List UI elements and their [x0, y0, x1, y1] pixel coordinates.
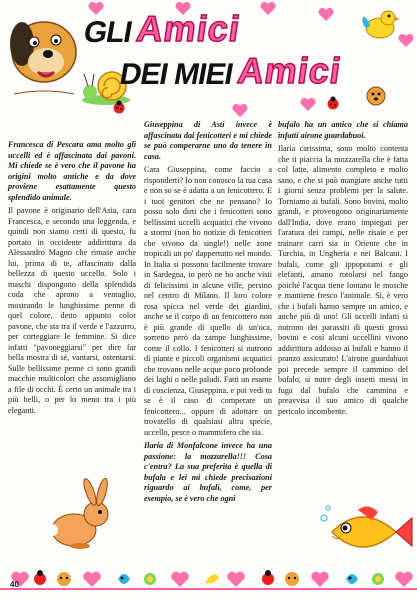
- letter-intro-giuseppina: Giuseppina di Asti invece è affascinata dai fenicotteri e mi chiede se può comperarne uno da tenere in casa.: [144, 120, 272, 161]
- heart-icon: [300, 98, 316, 112]
- answer-bufali: Ilaria carissima, sono molto contenta che ti piaccia la mozzarella che è fatta col latte, alimento completo e molto sano, e che si può mangiare anche tutti i giorni senza problemi per la salute. Torniamo ai bufali. Sono bovini, molto grandi, e provengono originariamente dall'India, dove erano impiegati per l'aratura dei campi, nelle risaie e per trainare carri sia in Oriente che in Turchia, in Ungheria e nei Balcani. I bufali, come gli ippopotami e gli elefanti, amano rotolarsi nel fango poiché l'acqua tiene lontano le mosche e mantiene fresco l'animale. Sì, è vero che i bufali hanno sempre un amico, e anche più di uno! Gli uccelli infatti si nutrono dei parassiti di questi grossi bovini e così alcuni uccellini vivono addirittura addosso ai bufali e hanno il pranzo assicurato! L'airone guardabuoi poi precede sempre il cammino del bufalo, si nutre degli insetti messi in fuga dal bufalo che cammina e preavvisa il suo amico di qualche pericolo incombente.: [278, 144, 408, 416]
- fish-illustration: [318, 500, 414, 564]
- heart-icon: [318, 8, 334, 22]
- letter-intro-francesca: Francesca di Pescara ama molto gli uccelli ed è affascinata dai pavoni. Mi chiede se è vero che il pavone ha origini molto antiche e da dove proviene esattamente questo splendido animale.: [8, 140, 136, 202]
- title-word-amici: Amici: [134, 8, 243, 49]
- dog-face-icon: [364, 84, 388, 106]
- column-1: [8, 140, 136, 419]
- column-2: [144, 120, 272, 507]
- ladybug-icon: [326, 96, 340, 110]
- title-word-amici-2: Amici: [235, 50, 345, 91]
- column-3: [278, 120, 408, 420]
- bird-illustration: [360, 6, 400, 42]
- header: [0, 0, 417, 128]
- letter-intro-ilaria-cont: bufalo ha un amico che si chiama infatti airone guardabuoi.: [278, 120, 408, 140]
- decorative-border: [0, 565, 417, 589]
- puppy-illustration: [4, 4, 84, 108]
- page-number: 40: [10, 580, 19, 589]
- rabbit-illustration: [40, 478, 120, 558]
- title-line-1: [81, 8, 243, 50]
- heart-icon: [398, 34, 414, 48]
- border-motifs: [11, 570, 412, 587]
- answer-pavone: Il pavone è originario dell'Asia, cara Francesca, e secondo una leggenda, e quindi non siamo certi di questo, fu portato in occidente addirittura da Alessandro Magno che rimase anche lui, prima di te, affascinato dalla bellezza di questo uccello. Solo i maschi dispongono della splendida coda che aprono a ventaglio, mostrando le lunghissime penne di quel colore, detto appunto color pavone, che sta tra il verde e l'azzurro, per corteggiare le femmine. Si dice infatti "pavoneggiarsi" per dire far bella mostra di sé, vantarsi, ostentarsi. Sulle bellissime penne ci sono grandi macchie multicolori che assomigliano a file di occhi. È certo un animale tra i più belli, o per lo meno tra i più eleganti.: [8, 206, 136, 415]
- title-line-2: [117, 50, 345, 92]
- ladybug-icon: [112, 100, 126, 114]
- answer-fenicotteri: Cara Giuseppina, come faccio a risponderti? Io non conosco la tua casa e non so se è adatta a un fenicottero. E i tuoi genitori che ne pensano? Io posso solo dirti che i fenicotteri sono bellissimi uccelli acquatici che vivono a stormi (non ho notizie di fenicotteri che vivono da single!) nelle zone tropicali un po' dappertutto nel mondo. In Italia si possono facilmente trovare in Sardegna, io però ne ho anche visti di felicissimi in alcune ville, persino nel centro di Milano. Il loro colore rosa spicca nel verde dei giardini, anche se il corpo di un fenicottero non è più grande di quello di un'oca, sorretto però da zampe lunghissime, come il collo. I fenicotteri si nutrono di piante e piccoli organismi acquatici che trovano nelle acque poco profonde dei laghi o nelle paludi. Fatti un esame di coscienza, Giuseppina, e poi vedi tu se è il caso di comperare un fenicottero... oppure di adottare un trovatello di qualsiasi altra specie, uccello, pesce o mammifero che sia.: [144, 165, 272, 437]
- letter-intro-ilaria: Ilaria di Monfalcone invece ha una passione: la mozzarella!!! Cosa c'entra? La sua preferita è quella di bufala e lei mi chiede precisazioni riguardo ai bufali, come, per esempio, se è vero che ogni: [144, 441, 272, 503]
- heart-icon: [232, 104, 248, 118]
- heart-icon: [260, 2, 276, 16]
- bottom-rule: [0, 588, 417, 590]
- title-word-gli: GLI: [81, 16, 134, 49]
- title-word-dei-miei: DEI MIEI: [117, 58, 236, 91]
